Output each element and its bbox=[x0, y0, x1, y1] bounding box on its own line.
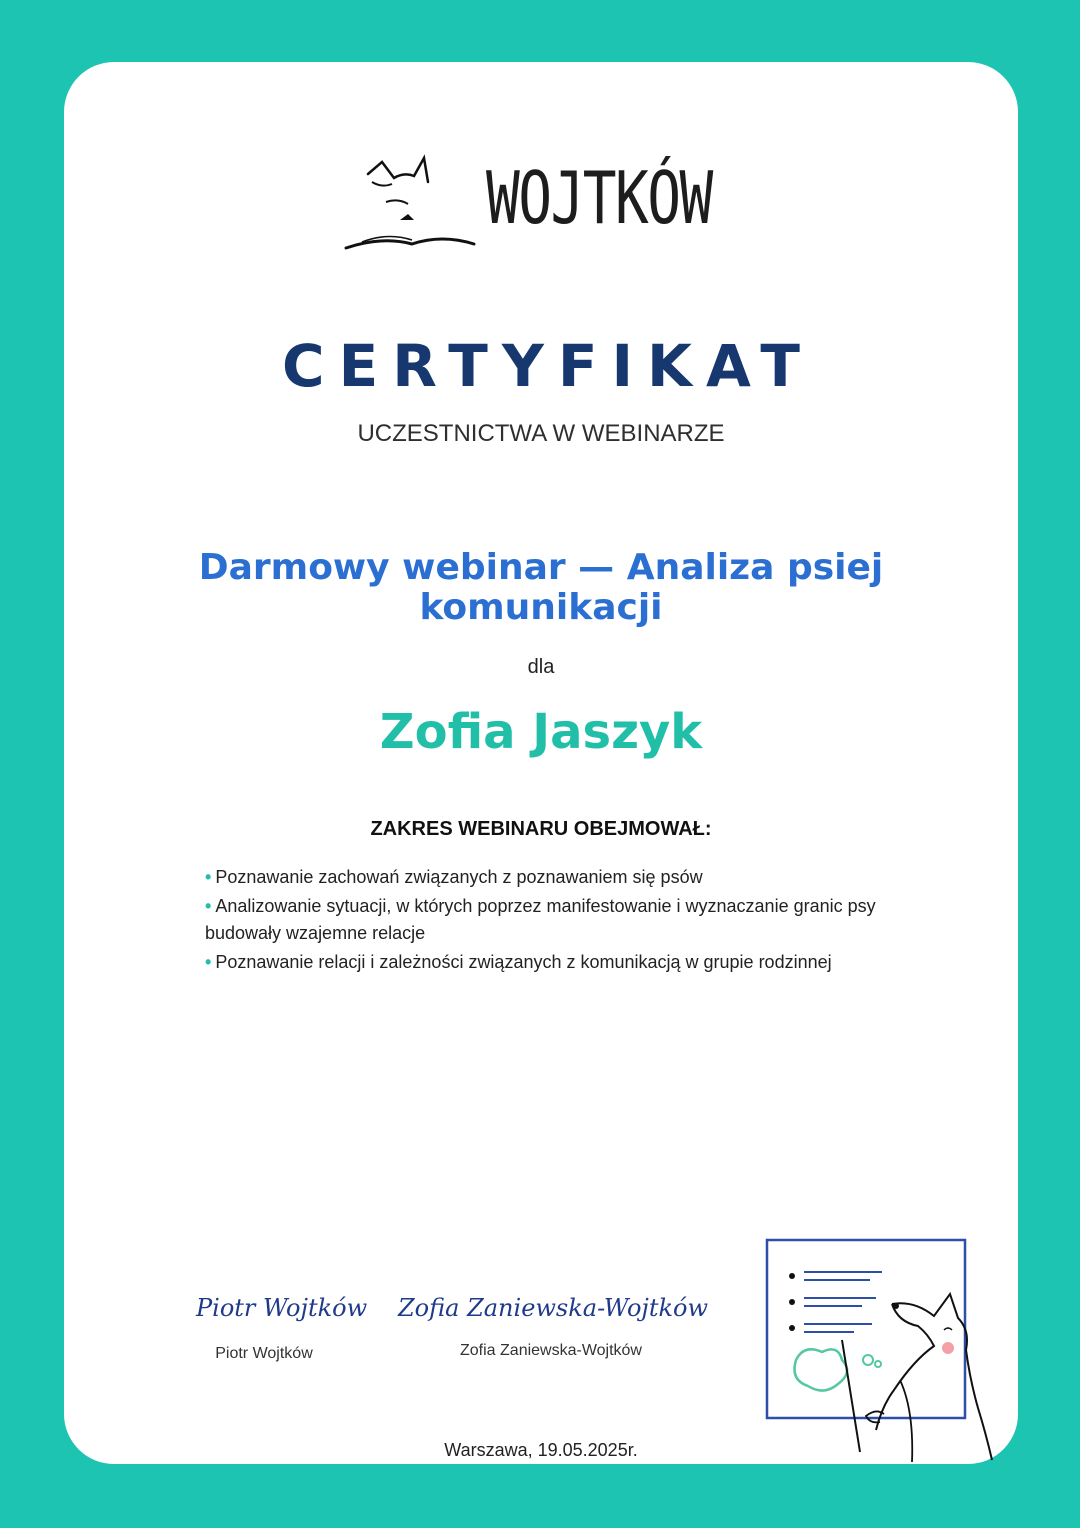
signer-1-name: Piotr Wojtków bbox=[215, 1345, 313, 1362]
signature-2 bbox=[394, 1278, 714, 1338]
scope-heading: ZAKRES WEBINARU OBEJMOWAŁ: bbox=[370, 818, 712, 840]
bullet-icon: • bbox=[205, 867, 212, 887]
signature-2-handwriting: Zofia Zaniewska-Wojtków bbox=[398, 1294, 709, 1322]
bullet-icon: • bbox=[205, 896, 212, 916]
brand-logo-text: WOJTKÓW bbox=[486, 156, 712, 240]
list-item bbox=[205, 864, 945, 891]
scope-item-text: Poznawanie relacji i zależności związanych z komunikacją w grupie rodzinnej bbox=[215, 952, 832, 972]
scope-item-text: Poznawanie zachowań związanych z poznawaniem się psów bbox=[215, 867, 703, 887]
for-label: dla bbox=[527, 656, 555, 678]
scope-item-text: Analizowanie sytuacji, w których poprzez manifestowanie i wyznaczanie granic psy budowały wzajemne relacje bbox=[205, 896, 876, 943]
certificate-card bbox=[64, 62, 1018, 1464]
scope-list bbox=[205, 864, 945, 978]
recipient-name: Zofia Jaszyk bbox=[379, 704, 703, 760]
certificate-title: CERTYFIKAT bbox=[282, 332, 814, 400]
list-item bbox=[205, 949, 945, 976]
dog-presenting-board-icon bbox=[764, 1230, 1018, 1464]
list-item bbox=[205, 893, 945, 947]
webinar-title: Darmowy webinar — Analiza psiej komunikacji bbox=[198, 547, 884, 628]
place-date: Warszawa, 19.05.2025r. bbox=[444, 1440, 638, 1460]
signer-2-name: Zofia Zaniewska-Wojtków bbox=[460, 1342, 642, 1359]
signature-1 bbox=[192, 1274, 368, 1344]
bullet-icon: • bbox=[205, 952, 212, 972]
signature-1-handwriting: Piotr Wojtków bbox=[196, 1294, 368, 1322]
certificate-subtitle: UCZESTNICTWA W WEBINARZE bbox=[357, 420, 725, 447]
